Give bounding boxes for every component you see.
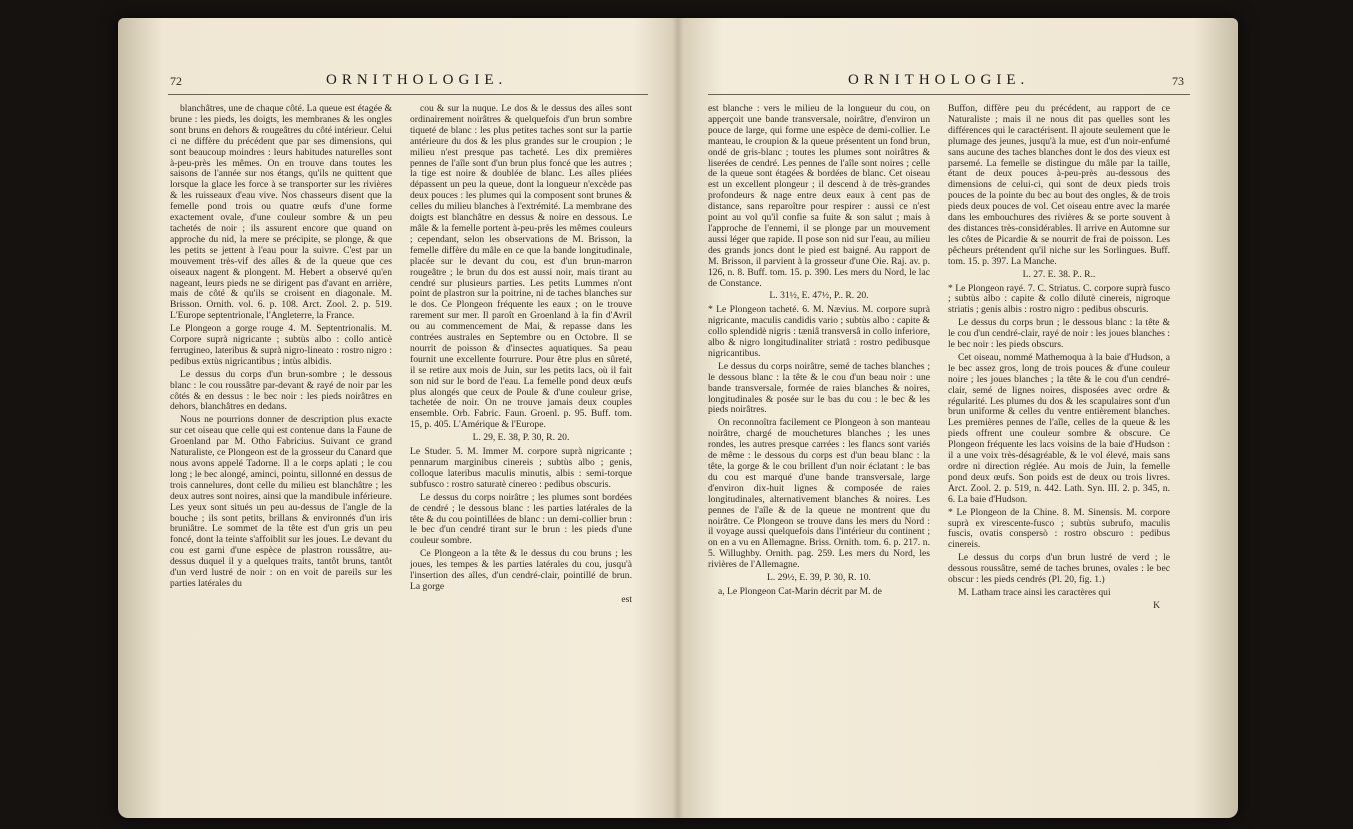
text-column [170, 104, 392, 804]
left-page [118, 18, 678, 818]
paragraph: On reconnoîtra facilement ce Plongeon à son manteau noirâtre, chargé de mouchetures blanches ; les unes rondes, les autres presque carrées : les flancs sont variés de même : le dessous du corps est d'un beau blanc : la tête, la gorge & le cou brillent d'un noir éclatant : le bas du cou est marqué d'une bande transversale, large d'environ dix-huit lignes & composée de raies longitudinales, alternativement blanches & noires. Les pennes de l'aîle & de la queue ne montrent que du noirâtre. Ce Plongeon se trouve dans les mers du Nord : il voyage aussi quelquefois dans l'intérieur du continent ; on en a vu en Allemagne. Briss. Ornith. tom. 6. p. 217. n. 5. Willughby. Ornith. pag. 259. Les mers du Nord, les rivières de l'Allemagne. [708, 417, 930, 571]
text-column [948, 104, 1170, 804]
paragraph: cou & sur la nuque. Le dos & le dessus des aîles sont ordinairement noirâtres & quelquefois d'un brun sombre tiqueté de blanc : les plus petites taches sont sur la partie antérieure du dos & les plus grandes sur le croupion ; le milieu n'est presque pas tacheté. Les dix premières pennes de l'aîle sont d'un brun plus foncé que les autres ; la tige est noire & doublée de blanc. Les aîles pliées dépassent un peu la queue, dont la longueur n'excède pas deux pouces : les plumes qui la composent sont brunes & celles du milieu blanches à l'extrémité. La membrane des doigts est blanchâtre en dessus & noire en dessous. Le mâle & la femelle portent à-peu-près les mêmes couleurs ; cependant, selon les observations de M. Brisson, la femelle diffère du mâle en ce que la bande longitudinale, placée sur le devant du cou, est d'un brun-marron rougeâtre ; le brun du dos est aussi noir, mais tirant au cendré sur plusieurs parties. Les petits Lummes n'ont point de plastron sur la poitrine, ni de taches blanches sur le dos. Ce Plongeon fréquente les eaux ; on le trouve rarement sur mer. Il paroît en Groenland à la fin d'Avril ou au commencement de Mai, & repasse dans les contrées australes en Septembre ou en Octobre. Il se nourrit de poisson & d'insectes aquatiques. Sa peau fournit une excellente fourrure. Pour être plus en sûreté, il se retire aux mois de Juin, sur les petits lacs, où il fait son nid sur le bord de l'eau. La femelle pond deux œufs plus alongés que ceux de Poule & d'une couleur grise, tachetée de noir. On ne trouve jamais deux couples ensemble. Orb. Fabric. Faun. Groenl. p. 95. Buff. tom. 15, p. 405. L'Amérique & l'Europe. [410, 104, 632, 431]
measurement-line: L. 29, E. 38, P. 30, R. 20. [472, 432, 570, 444]
text-column [708, 104, 930, 804]
species-entry: Le Plongeon a gorge rouge 4. M. Septentrionalis. M. Corpore suprà nigricante ; subtùs albo : collo anticè ferrugineo, lateribus & suprà nigro-lineato : rostro nigro : pedibus extùs nigricantibus ; intùs albidis. [170, 323, 392, 367]
paragraph: blanchâtres, une de chaque côté. La queue est étagée & brune : les pieds, les doigts, les membranes & les ongles sont bruns en dehors & rougeâtres du côté intérieur. Celui ci ne diffère du précédent que par ses dimensions, qui sont beaucoup moindres : leurs habitudes naturelles sont à-peu-près les mêmes. On en trouve dans toutes les saisons de l'année sur nos étangs, qu'ils ne quittent que lorsque la glace les force à se transporter sur les rivières & les ruisseaux d'eau vive. Nos chasseurs disent que la femelle pond trois ou quatre œufs d'une forme exactement ovale, d'une couleur sombre & un peu tachetés de noir ; ils assurent encore que quand on approche du nid, la mere se précipite, se plonge, & que les petits se jettent à l'eau pour la suivre. C'est par un mouvement très-vif des aîles & de la queue que ces oiseaux nagent & plongent. M. Hebert a observé qu'en nageant, leurs pieds ne se dirigent pas d'avant en arrière, mais de côté & qu'ils se croisent en diagonale. M. Brisson. Ornith. vol. 6. p. 108. Arct. Zool. 2. p. 519. L'Europe septentrionale, l'Angleterre, la France. [170, 104, 392, 322]
paragraph: Ce Plongeon a la tête & le dessus du cou bruns ; les joues, les tempes & les parties latérales du cou, jusqu'à l'insertion des aîles, d'un cendré-clair, pointillé de brun. La gorge [410, 548, 632, 592]
paragraph: Nous ne pourrions donner de description plus exacte sur cet oiseau que celle qui est contenue dans la Faune de Groenland par M. Otho Fabricius. Suivant ce grand Naturaliste, ce Plongeon est de la grosseur du Canard que nous avons appelé Tadorne. Il a le corps aplati ; le cou long ; le bec alongé, aminci, pointu, sillonné en dessus de trois cannelures, dont celle du milieu est blanchâtre ; les deux autres sont noires, ainsi que la mandibule inférieure. Les yeux sont situés un peu au-dessus de l'angle de la bouche ; ils sont petits, brillans & environnés d'un iris bruniâtre. Le sommet de la tête est d'un gris un peu foncé, dont la teinte s'affoiblit sur les joues. Le devant du cou est garni d'une espèce de plastron roussâtre, au-dessus duquel il y a quelques traits, tantôt bruns, tantôt d'un verd lustré de noir : on en voit de pareils sur les parties latérales du [170, 414, 392, 589]
right-page [678, 18, 1238, 818]
paragraph: M. Latham trace ainsi les caractères qui [958, 586, 1111, 598]
paragraph: a, Le Plongeon Cat-Marin décrit par M. de [718, 585, 882, 597]
species-entry: * Le Plongeon rayé. 7. C. Striatus. C. corpore suprà fusco ; subtùs albo : capite & collo dilutè cinereis, nigroque striatis ; genis albis : rostro nigro : pedibus obscuris. [948, 282, 1170, 316]
running-head: ORNITHOLOGIE. [848, 72, 1030, 88]
open-book [118, 18, 1238, 818]
species-entry: est blanche : vers le milieu de la longueur du cou, on apperçoit une bande transversale, noirâtre, d'environ un pouce de large, qui forme une espèce de demi-collier. Le manteau, le croupion & la queue présentent un fond brun, ondé de gris-blanc ; toutes les plumes sont noirâtres & liserées de cendré. Les pennes de l'aîle sont noires ; celle de la queue sont étagées & bordées de blanc. Cet oiseau est un excellent plongeur ; il descend à de très-grandes profondeurs & nage entre deux eaux à cent pas de distance, sans reparoître pour respirer : aussi ce n'est point au vol qu'il confie sa fuite & son salut ; mais à l'approche de l'ennemi, il se plonge par un mouvement aussi léger que rapide. Il pose son nid sur l'eau, au milieu des grands joncs dont le pied est baigné. Au rapport de M. Brisson, il parvient à la grosseur d'une Oie. Raj. av. p. 126, n. 8. Buff. tom. 15. p. 390. Les mers du Nord, le lac de Constance. [708, 104, 930, 289]
header-rule [168, 94, 648, 95]
running-head: ORNITHOLOGIE. [326, 72, 508, 88]
paragraph: Le dessus du corps brun ; le dessous blanc : la tête & le cou d'un cendré-clair, rayé de noir : les joues blanches : le bec noir : les pieds obscurs. [948, 317, 1170, 351]
measurement-line: L. 29½, E. 39, P. 30, R. 10. [767, 572, 871, 584]
paragraph: K [1153, 599, 1160, 611]
header-rule [708, 94, 1190, 95]
paragraph: Le dessus du corps d'un brun lustré de verd ; le dessous roussâtre, semé de taches brunes, ovales : le bec obscur : les pieds cendrés (Pl. 20, fig. 1.) [948, 552, 1170, 586]
species-entry: Le Studer. 5. M. Immer M. corpore suprà nigricante ; pennarum marginibus cinereis ; subtùs albo ; genis, colloque lateribus maculis minutis, albis : semi-torque subfusco : rostro saturatè cinereo : pedibus obscuris. [410, 446, 632, 490]
paragraph: Le dessus du corps noirâtre, semé de taches blanches ; le dessous blanc : la tête & le cou d'un beau noir : une bande transversale, formée de raies blanches & noires, longitudinales & posée sur le bas du cou : le bec & les pieds noirâtres. [708, 360, 930, 416]
text-column [410, 104, 632, 804]
measurement-line: L. 31½, E. 47½, P.. R. 20. [769, 290, 869, 302]
page-number: 73 [1172, 74, 1184, 88]
paragraph: Le dessus du corps d'un brun-sombre ; le dessous blanc : le cou roussâtre par-devant & rayé de noir par les côtés & en dessus : le bec noir : les pieds noirâtres en dehors, blanchâtres en dedans. [170, 368, 392, 413]
paragraph: Le dessus du corps noirâtre ; les plumes sont bordées de cendré ; le dessous blanc : les parties latérales de la tête & du cou pointillées de blanc : un demi-collier brun : le bec d'un cendré tirant sur le brun : les pieds d'une couleur sombre. [410, 491, 632, 547]
paragraph: est [621, 593, 632, 605]
species-entry: * Le Plongeon tacheté. 6. M. Nævius. M. corpore suprà nigricante, maculis candidis vario ; subtùs albo : capite & collo splendidè nigris : tæniâ transversâ in collo inferiore, albo & nigro longitudinaliter striatâ : rostro pedibusque nigricantibus. [708, 304, 930, 359]
paragraph: Cet oiseau, nommé Mathemoqua à la baie d'Hudson, a le bec assez gros, long de trois pouces & d'une couleur noire ; les joues blanches ; la tête & le cou d'un cendré-clair, semé de lignes noires, disposées avec ordre & régularité. Les plumes du dos & les scapulaires sont d'un brun uniforme & celles du ventre entièrement blanches. Les premières pennes de l'aîle, celles de la queue & les pieds offrent une couleur sombre & obscure. Ce Plongeon fréquente les lacs voisins de la baie d'Hudson : il a une voix très-désagréable, & le vol élevé, mais sans ordre ni direction réglée. Au mois de Juin, la femelle pond deux œufs. Son poids est de deux ou trois livres. Arct. Zool. 2. p. 519, n. 442. Lath. Syn. III. 2. p. 345, n. 6. La baie d'Hudson. [948, 351, 1170, 505]
measurement-line: L. 27. E. 38. P.. R.. [1022, 268, 1096, 280]
page-number: 72 [170, 74, 182, 88]
species-entry: Buffon, diffère peu du précédent, au rapport de ce Naturaliste ; mais il ne nous dit pas quelles sont les différences qui le caractérisent. Il ajoute seulement que le plumage des jeunes, jusqu'à la mue, est d'un noir-enfumé sans aucune des taches blanches dont le dos des vieux est parsemé. La femelle se distingue du mâle par la taille, étant de deux pouces à-peu-près au-dessous des dimensions de celui-ci, qui sont de deux pieds trois pouces de la pointe du bec au bout des ongles, & de trois pieds deux pouces de vol. Cet oiseau entre avec la marée dans les embouchures des rivières & se porte souvent à des distances très-considérables. Il arrive en Automne sur les côtes de Picardie & se nourrit de frai de poisson. Les pêcheurs prétendent qu'il niche sur les Sorlingues. Buff. tom. 15. p. 397. La Manche. [948, 104, 1170, 267]
species-entry: * Le Plongeon de la Chine. 8. M. Sinensis. M. corpore suprà ex virescente-fusco ; subtùs subrufo, maculis fuscis, ovatis conspersò : rostro obscuro : pedibus cinereis. [948, 506, 1170, 551]
